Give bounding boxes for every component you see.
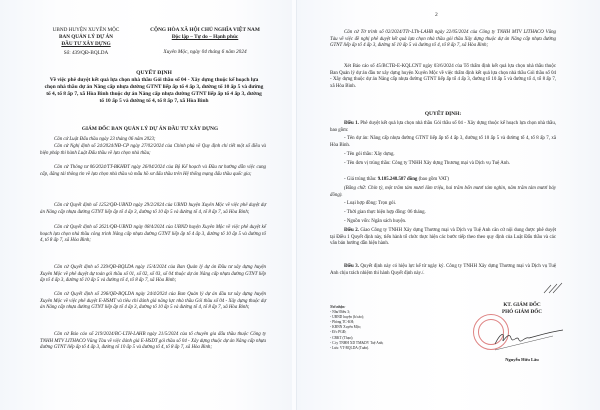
price-value: 9.185.248.587 đồng bbox=[377, 177, 418, 182]
legal-basis-paragraph: Căn cứ Quyết định số 1252/QĐ-UBND ngày 29/2/2024 của UBND huyện Xuyên Mộc về việc phê duyệt dự án Nâng cấp nhựa đường GTNT liếp ấp tổ 4 ấp 3, đường tổ 10 ấp 5 và đường tổ 4, tổ 8 ấp 7, xã Hòa Bình; bbox=[40, 203, 266, 215]
legal-basis-paragraph: Căn cứ Thông tư 06/2024/TT-BKHĐT ngày 26/04/2024 của Bộ Kế hoạch và Đầu tư hướng dẫn việc cung cấp, đăng tải thông tin về lựa chọn nhà thầu và mẫu hồ sơ đấu thầu trên Hệ thống mạng đấu thầu quốc gia; bbox=[40, 165, 266, 177]
agency-name-line2: ĐẦU TƯ XÂY DỰNG bbox=[61, 41, 111, 47]
legal-basis-paragraph: Căn cứ Quyết định số 2621/QĐ-UBND ngày 08/4/2024 của UBND huyện Xuyên Mộc về việc phê duyệt kế hoạch lựa chọn nhà thầu công trình Nâng cấp nhựa đường GTNT liếp ấp tổ 4 ấp 3, đường tổ 10 ấp 5 và đường tổ 4, tổ 8 ấp 7, xã Hòa Bình; bbox=[40, 225, 266, 244]
decision-heading: QUYẾT ĐỊNH: bbox=[424, 111, 462, 117]
recipients-list bbox=[330, 305, 383, 351]
article-2 bbox=[330, 228, 556, 248]
sign-title-1: KT. GIÁM ĐỐC bbox=[503, 302, 541, 308]
legal-basis-paragraph: Căn cứ Quyết định số 239/QĐ-BQLDA ngày 15/4/2024 của Ban Quản lý dự án Đầu tư xây dựng huyện Xuyên Mộc về phê duyệt dự toán gói thầu số 01, số 02, số 03, số 04 thuộc dự án Nâng cấp nhựa đường GTNT liếp ấp tổ 4 ấp 3, đường tổ 10 ấp 5 và đường tổ 4, tổ 8 ấp 7, xã Hòa Bình; bbox=[40, 265, 266, 284]
price-in-words: (Bằng chữ: Chín tỷ, một trăm tám mươi lăm triệu, hai trăm bốn mươi tám nghìn, năm trăm tám mươi bảy đồng). bbox=[330, 186, 556, 198]
appraisal-report-paragraph: Xét Báo cáo số 45/BCTĐ-E-KQLCNT ngày 03/6/2024 của Tổ thẩm định kết quả lựa chọn nhà thầu thuộc Ban Quản lý dự án đầu tư xây dựng huyện Xuyên Mộc về việc thẩm định kết quả lựa chọn nhà thầu Gói thầu số 04 - Xây dựng thuộc dự án Nâng cấp nhựa đường GTNT liếp ấp tổ 4 ấp 3, đường tổ 10 ấp 5 và đường tổ 4, tổ 8 ấp 7, xã Hòa Bình. bbox=[330, 64, 556, 89]
agency-parent: UBND HUYỆN XUYÊN MỘC bbox=[52, 27, 120, 33]
price-note: (bao gồm VAT) bbox=[417, 177, 449, 182]
legal-basis-paragraph: Căn cứ Báo cáo số 219/2024/BC-LTH-LAHB ngày 21/5/2024 của tổ chuyên gia đấu thầu thuộc Công ty TNHH MTV LITHACO Vũng Tàu về việc đánh giá E-HSDT gói thầu số 04 - Xây dựng thuộc dự án Nâng cấp nhựa đường GTNT liếp ấp tổ 4 ấp 3, đường tổ 10 ấp 5 và đường tổ 4, tổ 8 ấp 7, xã Hòa Bình; bbox=[40, 332, 266, 351]
price-label: - Giá trúng thầu: bbox=[344, 177, 378, 182]
package-name-item: - Tên gói thầu: Xây dựng. bbox=[344, 152, 395, 157]
sign-title-2: PHÓ GIÁM ĐỐC bbox=[501, 309, 543, 315]
legal-basis-paragraph: Căn cứ Quyết định số 296/QĐ-BQLDA ngày 24/4/2024 của Ban Quản lý dự án đầu tư xây dựng huyện Xuyên Mộc về việc phê duyệt E-HSMT và tiêu chí đánh giá năng lực nhà thầu Gói thầu số 04 - Xây dựng thuộc dự án Nâng cấp nhựa đường GTNT liếp ấp tổ 4 ấp 3, đường tổ 10 ấp 5 và đường tổ 4, tổ 8 ấp 7, xã Hòa Bình; bbox=[40, 292, 266, 311]
article-2-text: Giao Công ty TNHH Xây dựng Thương mại và Dịch vụ Tuệ Anh căn cứ nội dung được phê duyệt tại Điều 1 Quyết định này, tiến hành tổ chức thực hiện các bước tiếp theo theo quy định của Luật Đấu thầu và các văn bản hướng dẫn hiện hành. bbox=[330, 228, 556, 247]
decision-subject: Về việc phê duyệt kết quả lựa chọn nhà thầu Gói thầu số 04 - Xây dựng thuộc kế hoạch lựa chọn nhà thầu dự án Nâng cấp nhựa đường GTNT liếp ấp tổ 4 ấp 3, đường tổ 10 ấp 5 và đường tổ 4, tổ 8 ấp 7, xã Hòa Bình thuộc dự án Nâng cấp nhựa đường GTNT liếp ấp tổ 4 ấp 3, đường tổ 10 ấp 5 và đường tổ 4, tổ 8 ấp 7, xã Hòa Bình bbox=[44, 77, 264, 105]
article-3-label: Điều 3. bbox=[344, 264, 359, 269]
recipients-heading: Nơi nhận: bbox=[330, 305, 346, 309]
recipient-item: - Lưu: VT-BQLDA (Tuấn). bbox=[330, 345, 370, 350]
article-1-label: Điều 1. bbox=[344, 121, 359, 126]
winning-bidder-item: - Tên đơn vị trúng thầu: Công ty TNHH Xây dựng Thương mại và Dịch vụ Tuệ Anh. bbox=[344, 161, 510, 166]
decision-number: Số: 439/QĐ-BQLDA bbox=[63, 50, 109, 56]
recipient-item: - Phòng TC-KH; bbox=[330, 320, 355, 325]
winning-price-item bbox=[330, 177, 556, 184]
issuing-agency-header bbox=[38, 27, 134, 57]
contract-duration-item: - Thời gian thực hiện hợp đồng: 06 tháng. bbox=[344, 210, 426, 215]
funding-source-item: - Nguồn vốn: Ngân sách huyện. bbox=[344, 219, 407, 224]
decision-title: QUYẾT ĐỊNH bbox=[136, 70, 172, 76]
contract-type-item: - Loại hợp đồng: Trọn gói. bbox=[344, 201, 397, 206]
recipient-item: - Như Điều 3; bbox=[330, 310, 351, 315]
handwritten-signature-icon bbox=[493, 322, 573, 352]
article-2-label: Điều 2. bbox=[344, 228, 359, 233]
initial-mark-icon bbox=[543, 282, 563, 294]
agency-name-line1: BAN QUẢN LÝ DỰ ÁN bbox=[59, 34, 113, 40]
director-heading: GIÁM ĐỐC BAN QUẢN LÝ DỰ ÁN ĐẦU TƯ XÂY DỰNG bbox=[81, 126, 219, 132]
recipient-item: - Đ/c PGĐ; bbox=[330, 330, 347, 335]
legal-basis-paragraph: Căn cứ Luật Đấu thầu ngày 23 tháng 06 năm 2023; bbox=[54, 137, 156, 142]
motto: Độc lập – Tự do – Hạnh phúc bbox=[171, 34, 239, 40]
article-1-text: Phê duyệt kết quả lựa chọn nhà thầu Gói thầu số 04 - Xây dựng thuộc kế hoạch lựa chọn nhà thầu, bao gồm: bbox=[330, 121, 556, 133]
article-1 bbox=[330, 121, 556, 134]
article-3-text: Quyết định này có hiệu lực kể từ ngày ký. Công ty TNHH Xây dựng Thương mại và Dịch vụ Tuệ Anh chịu trách nhiệm thi hành Quyết định này./. bbox=[330, 264, 556, 276]
legal-basis-paragraph: Căn cứ Nghị định số 24/2024/NĐ-CP ngày 27/02/2024 của Chính phủ về Quy định chi tiết một số điều và biện pháp thi hành Luật Đấu thầu về lựa chọn nhà thầu; bbox=[40, 144, 266, 156]
country-name: CỘNG HÒA XÃ HỘI CHỦ NGHĨA VIỆT NAM bbox=[150, 27, 260, 33]
article-3 bbox=[330, 264, 556, 277]
decision-title-block bbox=[44, 70, 264, 105]
recipient-item: - UBND huyện (b/cáo); bbox=[330, 315, 365, 320]
page-number: 2 bbox=[435, 12, 438, 18]
recipient-item: - KBNN Xuyên Mộc; bbox=[330, 325, 362, 330]
document-page-1 bbox=[0, 0, 292, 410]
document-page-2 bbox=[296, 0, 600, 410]
signer-name: Nguyễn Hữu Lâu bbox=[505, 357, 539, 362]
issue-date: Xuyên Mộc, ngày 04 tháng 6 năm 2024 bbox=[163, 49, 247, 55]
recipient-item: - CBKT (Thạo); bbox=[330, 335, 354, 340]
recipient-item: - C.ty TNHH XD TM&DV Tuệ Anh; bbox=[330, 340, 384, 345]
national-motto-header bbox=[135, 27, 275, 56]
project-name-item: - Tên dự án: Nâng cấp nhựa đường GTNT liếp ấp tổ 4 ấp 3, đường tổ 10 ấp 5 và đường tổ 4, tổ 8 ấp 7, xã Hòa Bình. bbox=[330, 136, 556, 148]
submission-basis-paragraph: Căn cứ Tờ trình số 02/2024/TTr-LTh-LAHB ngày 22/05/2024 của Công ty TNHH MTV LITHACO Vũng Tàu về việc đề nghị phê duyệt kết quả lựa chọn nhà thầu gói thầu Xây dựng thuộc dự án Nâng cấp nhựa đường GTNT liếp ấp tổ 4 ấp 3, đường tổ 10 ấp 5 và đường tổ 4, tổ 8 ấp 7, xã Hòa Bình; bbox=[330, 30, 556, 49]
